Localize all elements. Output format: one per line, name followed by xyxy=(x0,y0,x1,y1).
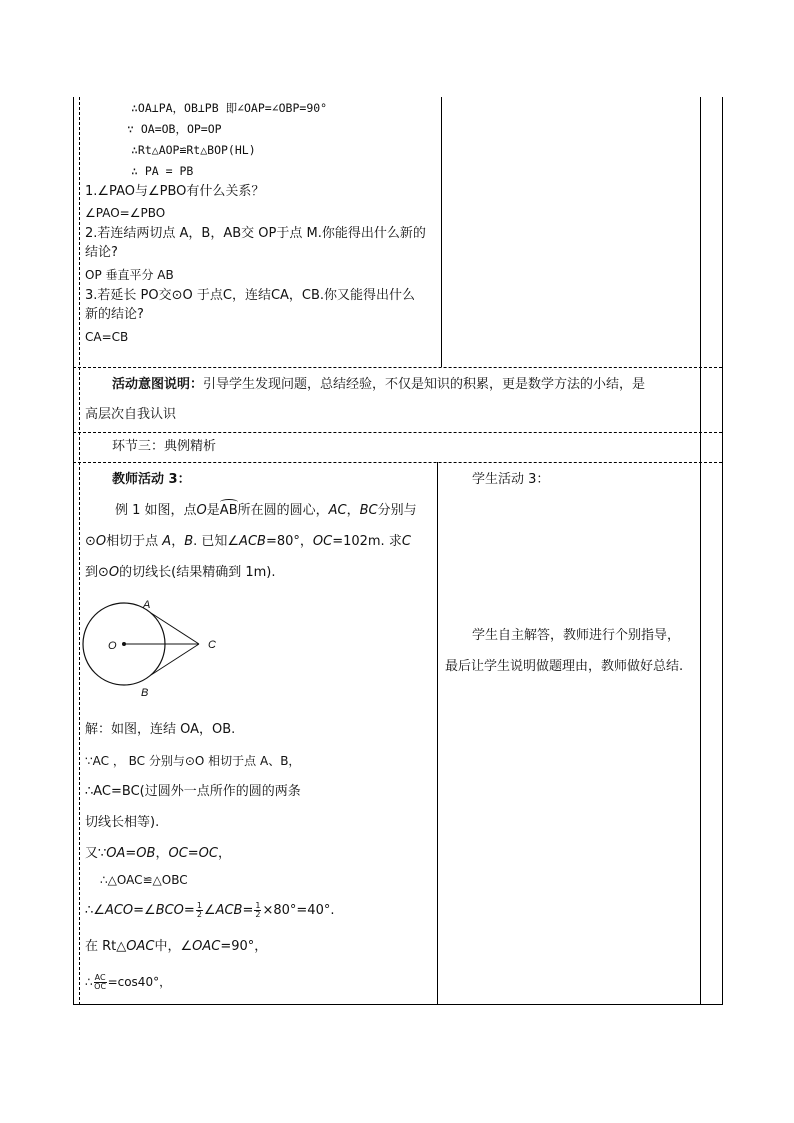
comma: ， xyxy=(346,503,360,518)
student-line-1: 学生自主解答，教师进行个别指导， xyxy=(472,628,681,643)
tangent-text: 相切于点 xyxy=(106,534,163,549)
angle-bco: BCO xyxy=(155,903,184,918)
table-bottom-border xyxy=(73,1004,722,1005)
row-divider-2 xyxy=(73,432,722,433)
sol8-e: =90°， xyxy=(220,939,268,954)
to-circle: 到⊙ xyxy=(85,565,109,580)
solution-line-6: ∴△OAC≌△OBC xyxy=(100,873,188,887)
sol9-a: ∴ xyxy=(85,975,93,989)
frac-den: OC xyxy=(94,982,107,991)
teacher-heading: 教师活动 3： xyxy=(112,472,191,487)
sol5-prefix: 又∵ xyxy=(85,846,107,861)
half-num-2: 1 xyxy=(255,901,261,910)
oc-oc: OC=OC xyxy=(168,846,218,861)
bottom-column-divider xyxy=(437,462,438,1004)
sol7-i: ×80°=40°. xyxy=(262,903,335,918)
o-label: O xyxy=(95,534,107,549)
tangent-ca xyxy=(151,613,199,644)
angle-oac: OAC xyxy=(192,939,221,954)
question-2-line1: 2.若连结两切点 A，B，AB交 OP于点 M.你能得出什么新的 xyxy=(85,226,426,241)
row-divider-1 xyxy=(73,367,722,368)
ac-oc-fraction xyxy=(94,974,107,991)
solution-line-7 xyxy=(85,902,334,920)
angle-acb-2: ACB xyxy=(215,903,243,918)
figure-label-a: A xyxy=(143,599,151,611)
row-divider-3 xyxy=(73,462,722,463)
proof-line-1: ∴OA⊥PA，OB⊥PB 即∠OAP=∠OBP=90° xyxy=(131,101,328,115)
pt-a: A xyxy=(162,534,172,549)
frac-num: AC xyxy=(94,973,106,982)
proof-line-3: ∴Rt△AOP≌Rt△BOP(HL) xyxy=(131,143,256,157)
section-title: 环节三：典例精析 xyxy=(112,439,217,454)
sol7-f: ∠ xyxy=(203,903,216,918)
tri-oac: OAC xyxy=(126,939,155,954)
sol8-a: 在 Rt△ xyxy=(85,939,127,954)
known-angle: . 已知∠ xyxy=(193,534,240,549)
divide-with: 分别与 xyxy=(377,503,417,518)
is-text: 是 xyxy=(206,503,220,518)
answer-2: OP 垂直平分 AB xyxy=(85,268,174,282)
solution-line-4: 切线长相等). xyxy=(85,815,160,830)
question-1: 1.∠PAO与∠PBO有什么关系？ xyxy=(85,184,265,199)
o-label-2: O xyxy=(108,565,120,580)
sol7-e: = xyxy=(183,903,195,918)
sol9-b: =cos40°， xyxy=(107,975,172,989)
question-3-line1: 3.若延长 PO交⊙O 于点C，连结CA，CB.你又能得出什么 xyxy=(85,288,416,303)
sol5-comma: ， xyxy=(155,846,169,861)
seg-oc: OC xyxy=(312,534,333,549)
answer-1: ∠PAO=∠PBO xyxy=(85,206,166,220)
student-heading: 学生活动 3： xyxy=(472,472,550,487)
tangent-figure xyxy=(80,592,230,702)
example-prefix: 例 1 如图，点 xyxy=(115,503,197,518)
sol5-comma-2: ， xyxy=(217,846,231,861)
seg-ac: AC xyxy=(328,503,347,518)
half-num-1: 1 xyxy=(196,901,202,910)
sol7-h: = xyxy=(242,903,254,918)
solution-line-5 xyxy=(85,845,231,863)
angle-aco: ACO xyxy=(104,903,134,918)
example-line-3 xyxy=(85,564,275,582)
sol7-c: =∠ xyxy=(133,903,156,918)
solution-line-3: ∴AC=BC(过圆外一点所作的圆的两条 xyxy=(85,784,301,799)
table-inner-right-border xyxy=(700,97,701,1005)
table-right-border xyxy=(722,97,723,1005)
intent-text-1: 引导学生发现问题，总结经验，不仅是知识的积累，更是数学方法的小结，是 xyxy=(203,377,646,392)
intent-label: 活动意图说明： xyxy=(112,377,204,392)
half-fraction-2 xyxy=(254,902,261,919)
intent-line-2: 高层次自我认识 xyxy=(85,407,177,422)
student-line-2: 最后让学生说明做题理由，教师做好总结. xyxy=(445,659,684,674)
solution-line-9 xyxy=(85,973,171,991)
solution-line-2: ∵AC ， BC 分别与⊙O 相切于点 A、B， xyxy=(85,754,301,768)
tangent-length-text: 的切线长(结果精确到 1m). xyxy=(119,565,276,580)
half-fraction-1 xyxy=(196,902,203,919)
sol8-c: 中，∠ xyxy=(154,939,193,954)
example-line-2 xyxy=(85,533,411,551)
proof-line-4: ∴ PA = PB xyxy=(131,164,194,178)
top-column-divider xyxy=(441,97,442,367)
figure-label-b: B xyxy=(141,687,149,699)
figure-label-o: O xyxy=(108,640,117,652)
inner-left-dashed xyxy=(79,97,80,1005)
arc-ab: AB xyxy=(219,503,238,518)
intent-line-1 xyxy=(112,376,645,394)
example-line-1 xyxy=(115,502,417,520)
center-dot xyxy=(122,642,126,646)
figure-label-c: C xyxy=(208,639,216,651)
tangent-cb xyxy=(151,644,199,675)
circle-symbol: ⊙ xyxy=(85,534,96,549)
angle-value: =80°， xyxy=(265,534,313,549)
pt-c: C xyxy=(401,534,411,549)
question-2-line2: 结论? xyxy=(85,245,118,260)
question-3-line2: 新的结论? xyxy=(85,307,144,322)
solution-line-1: 解：如图，连结 OA，OB. xyxy=(85,722,236,737)
oc-value: =102m. 求 xyxy=(332,534,402,549)
pt-b: B xyxy=(184,534,194,549)
angle-acb: ACB xyxy=(239,534,266,549)
proof-line-2: ∵ OA=OB，OP=OP xyxy=(127,122,222,136)
answer-3: CA=CB xyxy=(85,330,129,344)
sol7-a: ∴∠ xyxy=(85,903,105,918)
comma-2: ， xyxy=(171,534,185,549)
arc-tail: 所在圆的圆心， xyxy=(237,503,329,518)
oa-ob: OA=OB xyxy=(106,846,156,861)
half-den-1: 2 xyxy=(196,910,202,919)
half-den-2: 2 xyxy=(255,910,261,919)
solution-line-8 xyxy=(85,938,267,956)
seg-bc: BC xyxy=(359,503,378,518)
point-o: O xyxy=(196,503,207,518)
table-left-border xyxy=(73,97,74,1005)
